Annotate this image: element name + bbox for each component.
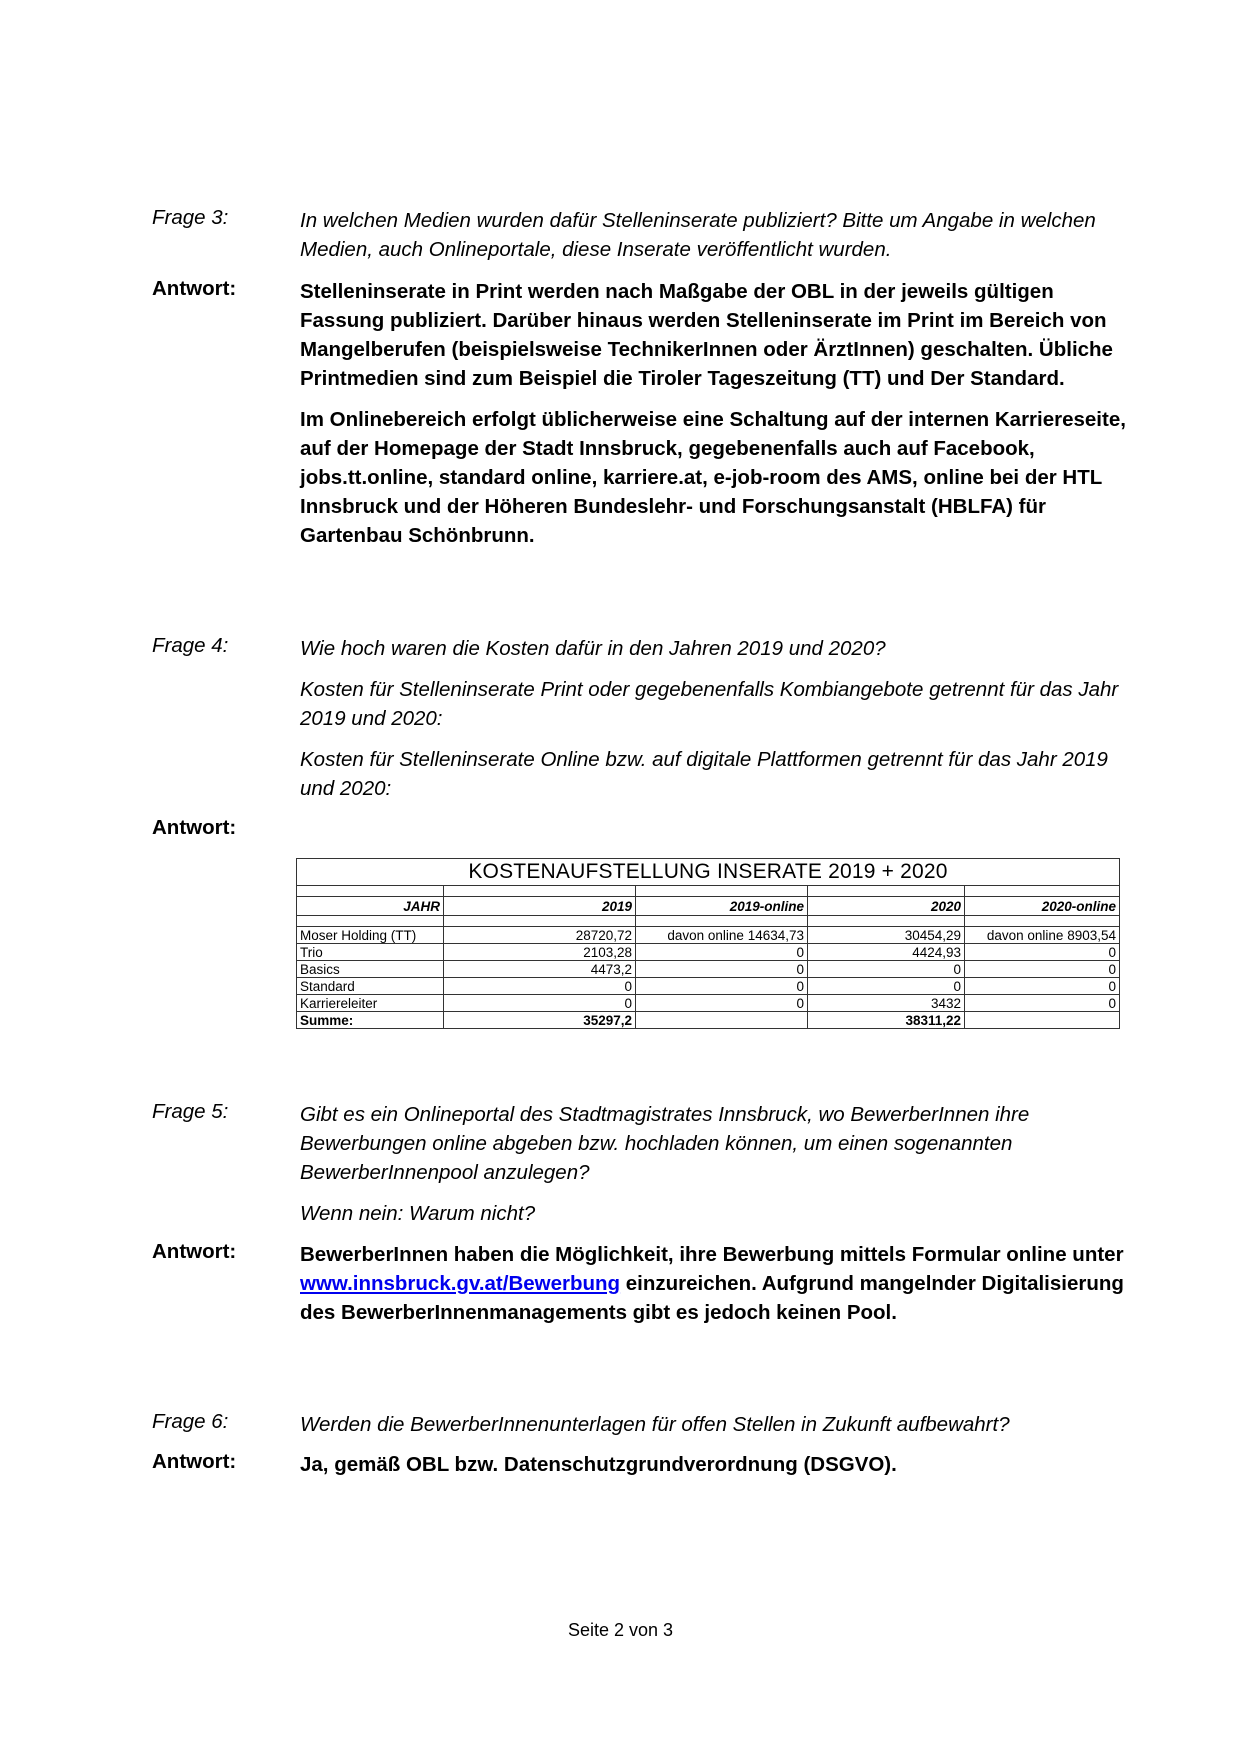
bewerbung-link[interactable]: www.innsbruck.gv.at/Bewerbung (300, 1272, 621, 1295)
question-text: Kosten für Stelleninserate Print oder gegebenenfalls Kombiangebote getrennt für das Jahr 2019 und 2020: (300, 678, 1119, 730)
question-text: Kosten für Stelleninserate Online bzw. auf digitale Plattformen getrennt für das Jahr 2019 und 2020: (300, 748, 1108, 800)
cost-table (296, 858, 1120, 1029)
answer-label: Antwort: (152, 277, 237, 300)
question-text: Wenn nein: Warum nicht? (300, 1202, 536, 1225)
question-3 (152, 206, 1132, 264)
table-row: Basics 4473,2 0 0 0 (297, 961, 1120, 978)
question-label: Frage 3: (152, 206, 229, 229)
answer-4 (152, 816, 1132, 840)
table-header-row: JAHR 2019 2019-online 2020 2020-online (297, 897, 1120, 916)
question-text: Wie hoch waren die Kosten dafür in den Jahren 2019 und 2020? (300, 637, 886, 660)
table-row: Trio 2103,28 0 4424,93 0 (297, 944, 1120, 961)
question-4 (152, 634, 1132, 815)
table-row: Standard 0 0 0 0 (297, 978, 1120, 995)
question-6 (152, 1410, 1132, 1439)
question-label: Frage 6: (152, 1410, 229, 1433)
table-row: Moser Holding (TT) 28720,72 davon online 14634,73 30454,29 davon online 8903,54 (297, 927, 1120, 944)
question-5 (152, 1100, 1132, 1240)
question-text: Werden die BewerberInnenunterlagen für offen Stellen in Zukunft aufbewahrt? (300, 1413, 1010, 1436)
table-row: Karriereleiter 0 0 3432 0 (297, 995, 1120, 1012)
answer-5: Antwort: BewerberInnen haben die Möglichkeit, ihre Bewerbung mittels Formular online unter www.innsbruck.gv.at/Bewerbung einzureichen. Aufgrund mangelnder Digitalisierung des BewerberInnenmanagements gibt es jedoch keinen Pool. (152, 1240, 1132, 1327)
answer-label: Antwort: (152, 1240, 237, 1263)
table-title: KOSTENAUFSTELLUNG INSERATE 2019 + 2020 (297, 859, 1120, 886)
question-label: Frage 5: (152, 1100, 229, 1123)
answer-label: Antwort: (152, 1450, 237, 1473)
answer-paragraph: Stelleninserate in Print werden nach Maßgabe der OBL in der jeweils gültigen Fassung publiziert. Darüber hinaus werden Stelleninserate im Print im Bereich von Mangelberufen (beispielsweise TechnikerInnen oder ÄrztInnen) geschalten. Übliche Printmedien sind zum Beispiel die Tiroler Tageszeitung (TT) und Der Standard. (300, 280, 1113, 390)
answer-text: Ja, gemäß OBL bzw. Datenschutzgrundverordnung (DSGVO). (300, 1453, 897, 1476)
question-text: In welchen Medien wurden dafür Stelleninserate publiziert? Bitte um Angabe in welchen Medien, auch Onlineportale, diese Inserate veröffentlicht wurden. (300, 209, 1096, 261)
answer-3 (152, 277, 1132, 562)
question-label: Frage 4: (152, 634, 229, 657)
question-text: Gibt es ein Onlineportal des Stadtmagistrates Innsbruck, wo BewerberInnen ihre Bewerbungen online abgeben bzw. hochladen können, um einen sogenannten BewerberInnenpool anzulegen? (300, 1103, 1030, 1184)
answer-label: Antwort: (152, 816, 237, 839)
answer-paragraph: Im Onlinebereich erfolgt üblicherweise eine Schaltung auf der internen Karriereseite, auf der Homepage der Stadt Innsbruck, gegebenenfalls auch auf Facebook, jobs.tt.online, standard online, karriere.at, e-job-room des AMS, online bei der HTL Innsbruck und der Höheren Bundeslehr- und Forschungsanstalt (HBLFA) für Gartenbau Schönbrunn. (300, 408, 1126, 547)
answer-6 (152, 1450, 1132, 1479)
table-sum-row: Summe: 35297,2 38311,22 (297, 1012, 1120, 1029)
page-number: Seite 2 von 3 (567, 1620, 674, 1640)
